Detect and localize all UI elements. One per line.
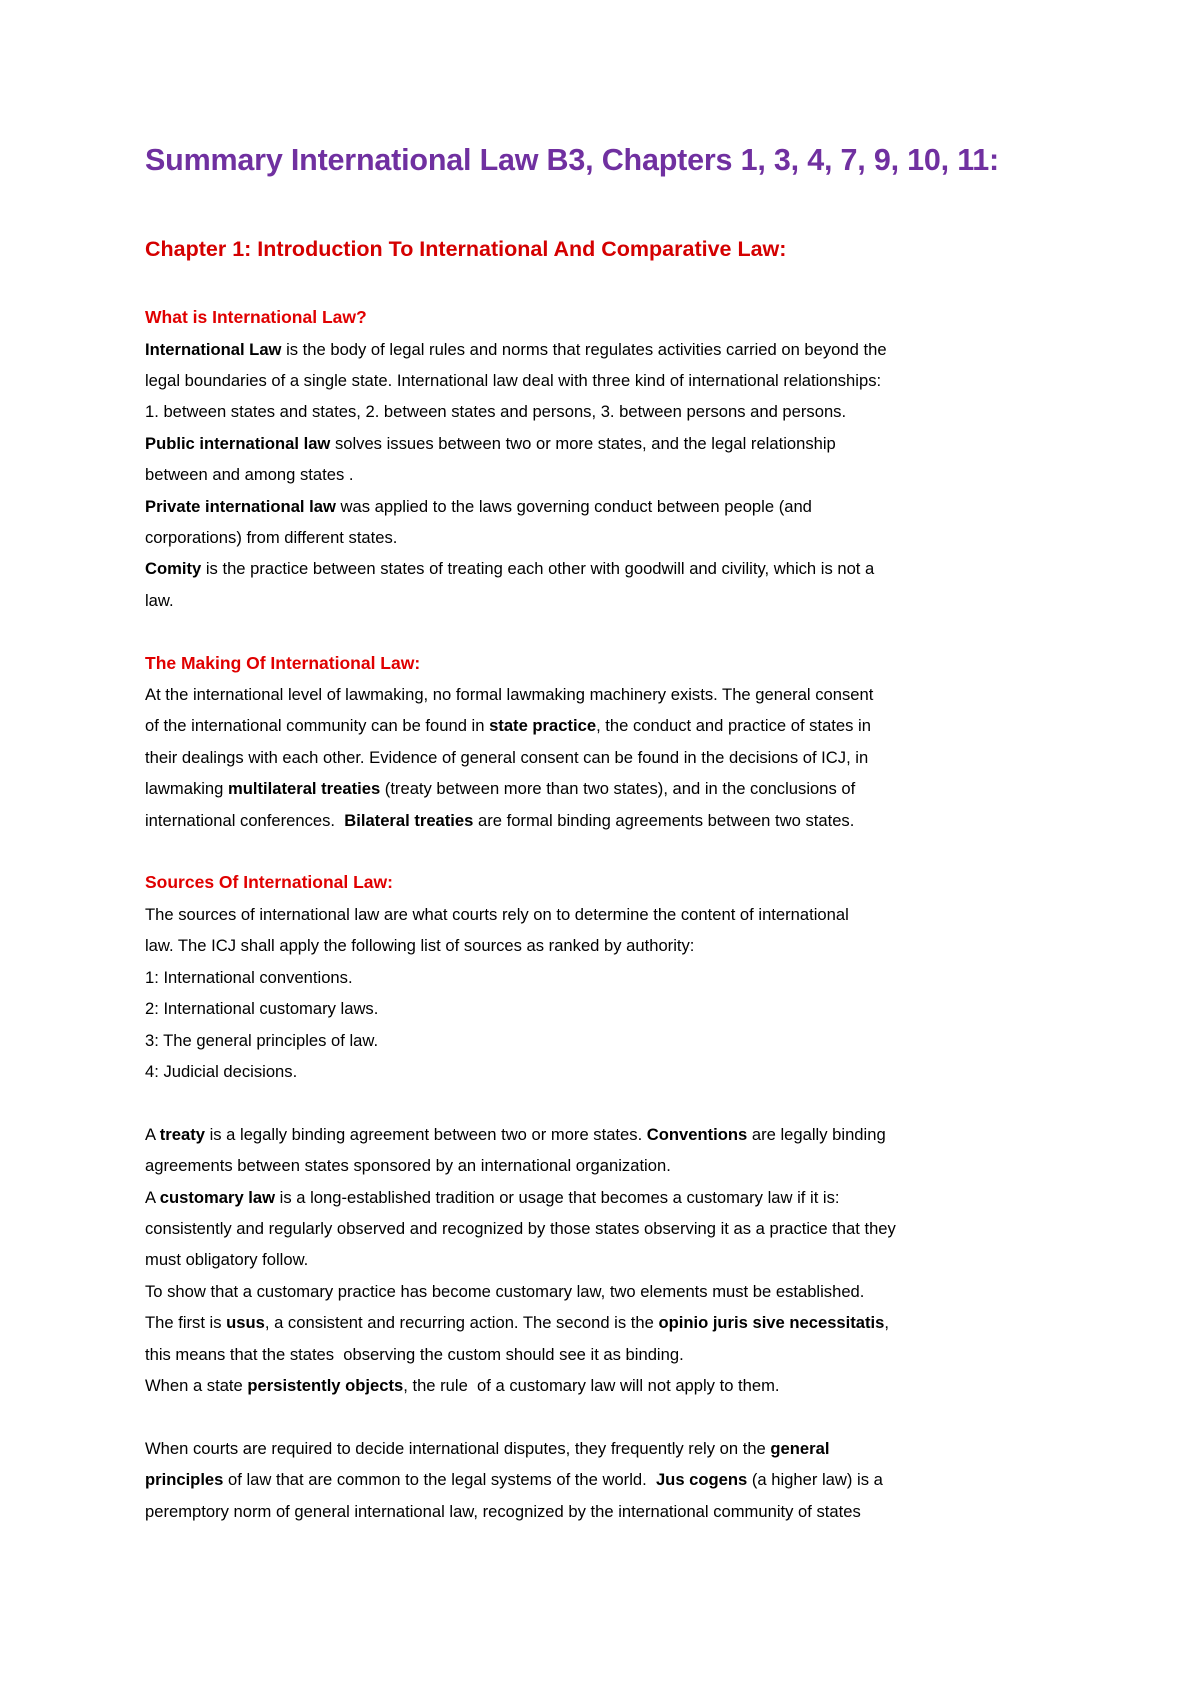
paragraph-line: law. The ICJ shall apply the following list of sources as ranked by authority: [145,936,695,956]
paragraph-line: To show that a customary practice has become customary law, two elements must be established. [145,1281,865,1301]
paragraph-line: between and among states . [145,465,354,485]
text-run: When a state [145,1376,248,1396]
paragraph-line [145,1182,1090,1213]
text-run: A [145,1124,160,1144]
text-run: is the practice between states of treating each other with goodwill and civility, which is not a [201,559,875,579]
bold-term: Private international law [145,496,336,516]
text-run: , the rule of a customary law will not apply to them. [403,1376,780,1396]
bold-term: state practice [489,716,597,736]
text-run: of the international community can be found in [145,716,490,736]
list-item: 1: International conventions. [145,967,353,987]
paragraph-line [145,773,1090,804]
paragraph-line [145,553,1090,584]
text-run: When courts are required to decide international disputes, they frequently rely on the [145,1438,771,1458]
paragraph-line: their dealings with each other. Evidence of general consent can be found in the decisions of ICJ, in [145,747,869,767]
bold-term: customary law [159,1187,276,1207]
list-item: 3: The general principles of law. [145,1030,379,1050]
bold-term: treaty [159,1124,205,1144]
bold-term: Conventions [646,1124,748,1144]
paragraph-line: this means that the states observing the custom should see it as binding. [145,1344,684,1364]
text-run: is a long-established tradition or usage that becomes a customary law if it is: [275,1187,840,1207]
spacer [145,836,1090,867]
list-item: 4: Judicial decisions. [145,1062,298,1081]
bold-term: Comity [145,559,202,579]
spacer [145,1087,1090,1118]
bold-term: Bilateral treaties [344,810,474,830]
text-run: was applied to the laws governing conduct between people (and [335,496,812,516]
paragraph-line [145,334,1090,365]
paragraph-line: The sources of international law are what courts rely on to determine the content of international [145,904,849,924]
paragraph-line [145,710,1090,741]
paragraph-line: At the international level of lawmaking, no formal lawmaking machinery exists. The general consent [145,685,874,705]
bold-term: general [770,1438,830,1458]
spacer [145,616,1090,647]
paragraph-line: peremptory norm of general international law, recognized by the international community of states [145,1501,861,1521]
text-run: solves issues between two or more states, and the legal relationship [330,433,836,453]
bold-term: usus [226,1313,265,1333]
paragraph-line: legal boundaries of a single state. International law deal with three kind of international relationships: [145,370,882,390]
text-run: lawmaking [145,779,229,799]
paragraph-line [145,1370,1090,1401]
paragraph-line [145,1307,1090,1338]
bold-term: Public international law [145,433,331,453]
text-run: , a consistent and recurring action. The second is the [264,1313,659,1333]
text-run: are legally binding [747,1124,886,1144]
text-run: A [145,1187,160,1207]
text-run: , the conduct and practice of states in [596,716,871,736]
bold-term: principles [145,1470,224,1490]
text-run: (treaty between more than two states), and in the conclusions of [380,779,856,799]
section-heading-making-of-international-law: The Making Of International Law: [145,652,421,673]
bold-term: International Law [145,339,282,359]
document-page [145,140,1090,1527]
paragraph-line: consistently and regularly observed and recognized by those states observing it as a practice that they [145,1219,896,1239]
document-title: Summary International Law B3, Chapters 1, 3, 4, 7, 9, 10, 11: [145,143,999,177]
spacer [145,264,1090,302]
paragraph-line [145,1464,1090,1495]
text-run: of law that are common to the legal systems of the world. [223,1470,656,1490]
section-heading-what-is-international-law: What is International Law? [145,307,367,327]
paragraph-line [145,491,1090,522]
text-run: (a higher law) is a [747,1470,883,1490]
section-heading-sources-of-international-law: Sources Of International Law: [145,872,393,893]
chapter-1-heading: Chapter 1: Introduction To International And Comparative Law: [145,237,787,261]
text-run: international conferences. [145,810,345,830]
paragraph-line [145,1119,1090,1150]
paragraph-line [145,1433,1090,1464]
bold-term: opinio juris sive necessitatis [658,1313,885,1333]
text-run: , [884,1313,890,1333]
text-run: is the body of legal rules and norms that regulates activities carried on beyond the [281,339,887,359]
bold-term: Jus cogens [655,1470,748,1490]
paragraph-line [145,805,1090,836]
text-run: The first is [145,1313,227,1333]
spacer [145,1401,1090,1432]
paragraph-line: 1. between states and states, 2. between states and persons, 3. between persons and persons. [145,402,847,422]
text-run: are formal binding agreements between two states. [473,810,855,830]
paragraph-line: must obligatory follow. [145,1250,309,1270]
list-item: 2: International customary laws. [145,999,379,1019]
bold-term: multilateral treaties [228,779,381,799]
paragraph-line: agreements between states sponsored by an international organization. [145,1156,671,1176]
paragraph-line: law. [145,590,174,610]
text-run: is a legally binding agreement between two or more states. [204,1124,647,1144]
paragraph-line: corporations) from different states. [145,527,398,547]
paragraph-line [145,428,1090,459]
bold-term: persistently objects [247,1376,404,1396]
